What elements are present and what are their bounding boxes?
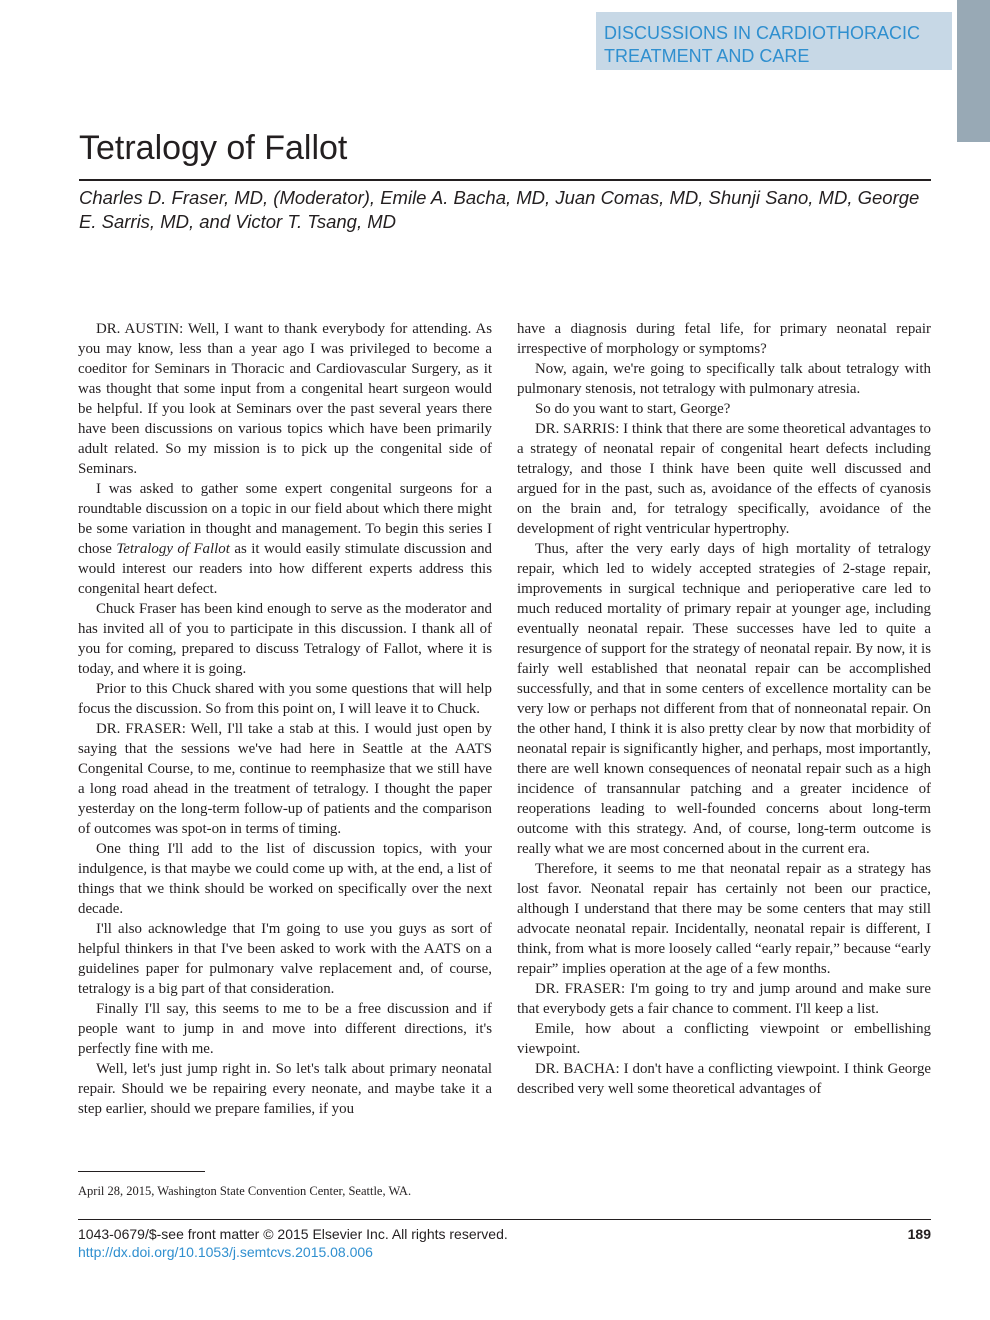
paragraph: I was asked to gather some expert congenital surgeons for a roundtable discussion on a topic in our field about which there might be some variation in thought and management. To begin this series I chose Tetralogy of Fallot as it would easily stimulate discussion and would interest our readers into how different experts address this congenital heart defect. <box>78 481 492 597</box>
paragraph: So do you want to start, George? <box>535 401 731 417</box>
article-title: Tetralogy of Fallot <box>79 129 348 167</box>
paragraph: Chuck Fraser has been kind enough to serve as the moderator and has invited all of you to participate in this discussion. I thank all of you for coming, prepared to discuss Tetralogy of Fallot, where it is today, and where it is going. <box>78 601 492 677</box>
paragraph: DR. FRASER: I'm going to try and jump around and make sure that everybody gets a fair chance to comment. I'll keep a list. <box>517 981 931 1017</box>
paragraph: DR. FRASER: Well, I'll take a stab at this. I would just open by saying that the sessions we've had here in Seattle at the AATS Congenital Course, to me, continue to reemphasize that we still have a long road ahead in the treatment of tetralogy. I thought the paper yesterday on the long-term follow-up of patients and the comparison of outcomes was spot-on in terms of timing. <box>78 721 492 837</box>
paragraph: Finally I'll say, this seems to me to be a free discussion and if people want to jump in and move into different directions, it's perfectly fine with me. <box>78 1001 492 1057</box>
paragraph: have a diagnosis during fetal life, for primary neonatal repair irrespective of morphology or symptoms? <box>517 321 931 357</box>
footnote-divider <box>78 1171 205 1172</box>
footnote: April 28, 2015, Washington State Convention Center, Seattle, WA. <box>78 1184 412 1198</box>
paragraph: Now, again, we're going to specifically talk about tetralogy with pulmonary stenosis, not tetralogy with pulmonary atresia. <box>517 361 931 397</box>
paragraph: Prior to this Chuck shared with you some questions that will help focus the discussion. So from this point on, I will leave it to Chuck. <box>78 681 492 717</box>
footer-divider <box>78 1219 931 1220</box>
paragraph: DR. SARRIS: I think that there are some theoretical advantages to a strategy of neonatal repair of congenital heart defects including tetralogy, and those I think have been quite well discussed and argued for in the past, such as, avoidance of the effects of cyanosis on the brain and, for tetralogy specifically, avoidance of the development of right ventricular hypertrophy. <box>517 421 931 537</box>
paragraph: Thus, after the very early days of high mortality of tetralogy repair, which led to widely accepted strategies of 2-stage repair, improvements in surgical technique and perioperative care led to much reduced mortality of primary repair at younger age, including eventually neonatal repair. These successes have led to quite a resurgence of support for the strategy of neonatal repair. By now, it is fairly well established that neonatal repair can be accomplished successfully, and that in some centers of excellence mortality can be very low or perhaps not different from that of nonneonatal repair. On the other hand, I think it is also pretty clear by now that morbidity of neonatal repair is significantly higher, and perhaps, most importantly, there are well known consequences of neonatal repair such as a high incidence of transannular patching and a greater incidence of reoperations leading to well-founded concerns about long-term outcome with this strategy. And, of course, long-term outcome is really what we are most concerned about in the current era. <box>517 541 931 857</box>
paragraph: Emile, how about a conflicting viewpoint or embellishing viewpoint. <box>517 1021 931 1057</box>
doi-link[interactable]: http://dx.doi.org/10.1053/j.semtcvs.2015.08.006 <box>78 1244 373 1260</box>
side-tab-marker <box>957 0 990 142</box>
italic-title-reference: Tetralogy of Fallot <box>116 541 230 557</box>
journal-section-header <box>596 12 952 70</box>
paragraph: DR. BACHA: I don't have a conflicting viewpoint. I think George described very well some theoretical advantages of <box>517 1061 931 1097</box>
paragraph: Therefore, it seems to me that neonatal repair as a strategy has lost favor. Neonatal repair has certainly not been our practice, although I understand that there may be some centers that may still advocate neonatal repair. Incidentally, neonatal repair is different, I think, from what is more loosely called “early repair,” because “early repair” implies operation at the age of a few months. <box>517 861 931 977</box>
paragraph: DR. AUSTIN: Well, I want to thank everybody for attending. As you may know, less than a year ago I was privileged to become a coeditor for Seminars in Thoracic and Cardiovascular Surgery, as it was thought that some input from a congenital heart surgeon would be helpful. If you look at Seminars over the past several years there have been discussions on various topics which have been primarily adult related. So my mission is to pick up the congenital side of Seminars. <box>78 321 492 477</box>
author-list: Charles D. Fraser, MD, (Moderator), Emile A. Bacha, MD, Juan Comas, MD, Shunji Sano, MD, George E. Sarris, MD, and Victor T. Tsang, MD <box>79 187 920 232</box>
right-text-column <box>517 319 931 1099</box>
paragraph: One thing I'll add to the list of discussion topics, with your indulgence, is that maybe we could come up with, at the end, a list of things that we think should be worked on specifically over the next decade. <box>78 841 492 917</box>
paragraph: Well, let's just jump right in. So let's talk about primary neonatal repair. Should we be repairing every neonate, and maybe take it a step earlier, should we prepare families, if you <box>78 1061 492 1117</box>
page-number: 189 <box>907 1226 931 1242</box>
paragraph: I'll also acknowledge that I'm going to use you guys as sort of helpful thinkers in that I've been asked to work with the AATS on a guidelines paper for pulmonary valve replacement and, of course, tetralogy is a big part of that consideration. <box>78 921 492 997</box>
left-text-column <box>78 319 492 1119</box>
journal-section-label: DISCUSSIONS IN CARDIOTHORACIC TREATMENT AND CARE <box>604 23 921 66</box>
copyright-notice: 1043-0679/$-see front matter © 2015 Elsevier Inc. All rights reserved. <box>78 1226 508 1242</box>
title-divider <box>79 179 931 181</box>
